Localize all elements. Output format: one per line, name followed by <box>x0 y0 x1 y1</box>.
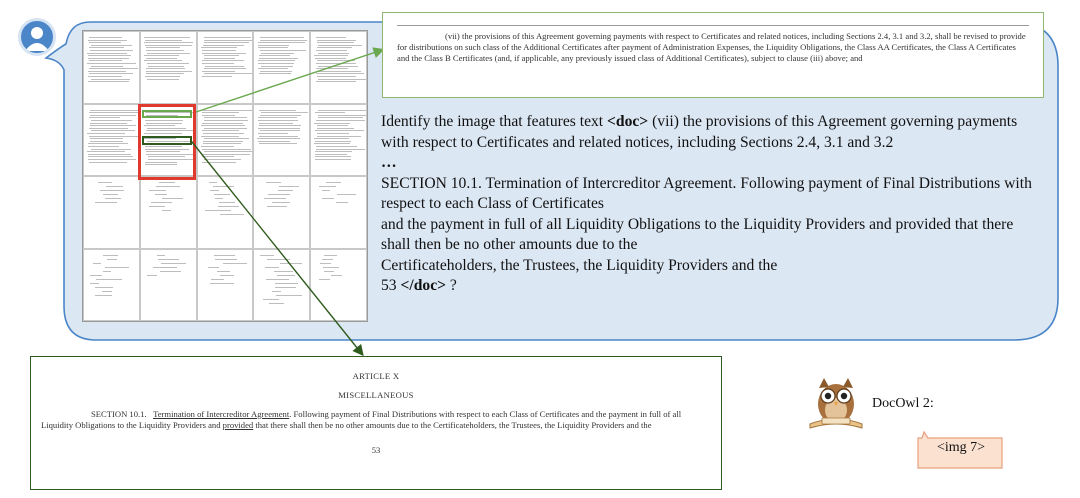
question-text <box>381 112 1041 297</box>
section-text-1: . Following payment of Final Distributions with respect to each Class of Certificates and the payment in full of all Liquidity Obligations to the Liquidity Providers and <box>41 409 682 430</box>
arrow-to-bottom-zoom <box>192 142 362 354</box>
doc-close-tag: </doc> <box>400 277 446 294</box>
section-provided: provided <box>222 420 254 430</box>
question-ellipsis: … <box>381 154 397 171</box>
question-section-line: SECTION 10.1. Termination of Intercreditor Agreement. Following payment of Final Distributions with respect to each Class of Certificates <box>381 174 1032 212</box>
article-heading: ARTICLE X <box>352 371 400 381</box>
section-number: SECTION 10.1. <box>91 409 147 419</box>
question-line-1-pre: Identify the image that features text <box>381 113 608 130</box>
miscellaneous-heading: MISCELLANEOUS <box>338 390 414 400</box>
owl-mascot-icon <box>806 374 866 432</box>
question-holders-line: Certificateholders, the Trustees, the Liquidity Providers and the <box>381 256 778 274</box>
top-snippet-text: (vii) the provisions of this Agreement governing payments with respect to Certificates and related notices, including Sections 2.4, 3.1 and 3.2, shall be revised to provide for distributions on such class of the Additional Certificates after payment of Administration Expenses, the Liquidity Obligations, the Class AA Certificates, the Class A Certificates and the Class B Certificates (and, if applicable, any previously issued class of Additional Certificates), subject to clause (iii) above; and <box>397 31 1026 63</box>
question-payment-line: and the payment in full of all Liquidity Obligations to the Liquidity Providers and provided that there shall then be no other amounts due to the <box>381 215 1014 253</box>
bot-name-label: DocOwl 2: <box>872 396 934 411</box>
answer-text: <img 7> <box>936 440 986 455</box>
arrow-to-top-zoom <box>196 50 382 112</box>
page-number: 53 <box>371 445 381 455</box>
section-paragraph <box>41 409 711 431</box>
section-text-2: that there shall then be no other amounts due to the Certificateholders, the Trustees, the Liquidity Providers and the <box>253 420 652 430</box>
question-line-1-post: (vii) the provisions of this Agreement governing payments with respect to Certificates and related notices, including Sections 2.4, 3.1 and 3.2 <box>381 113 1018 151</box>
section-title: Termination of Intercreditor Agreement <box>153 409 290 419</box>
question-page-number: 53 <box>381 277 401 294</box>
top-zoomed-snippet <box>382 12 1044 98</box>
bottom-zoomed-snippet <box>30 356 722 490</box>
question-mark: ? <box>446 277 457 294</box>
doc-open-tag: <doc> <box>607 113 649 130</box>
